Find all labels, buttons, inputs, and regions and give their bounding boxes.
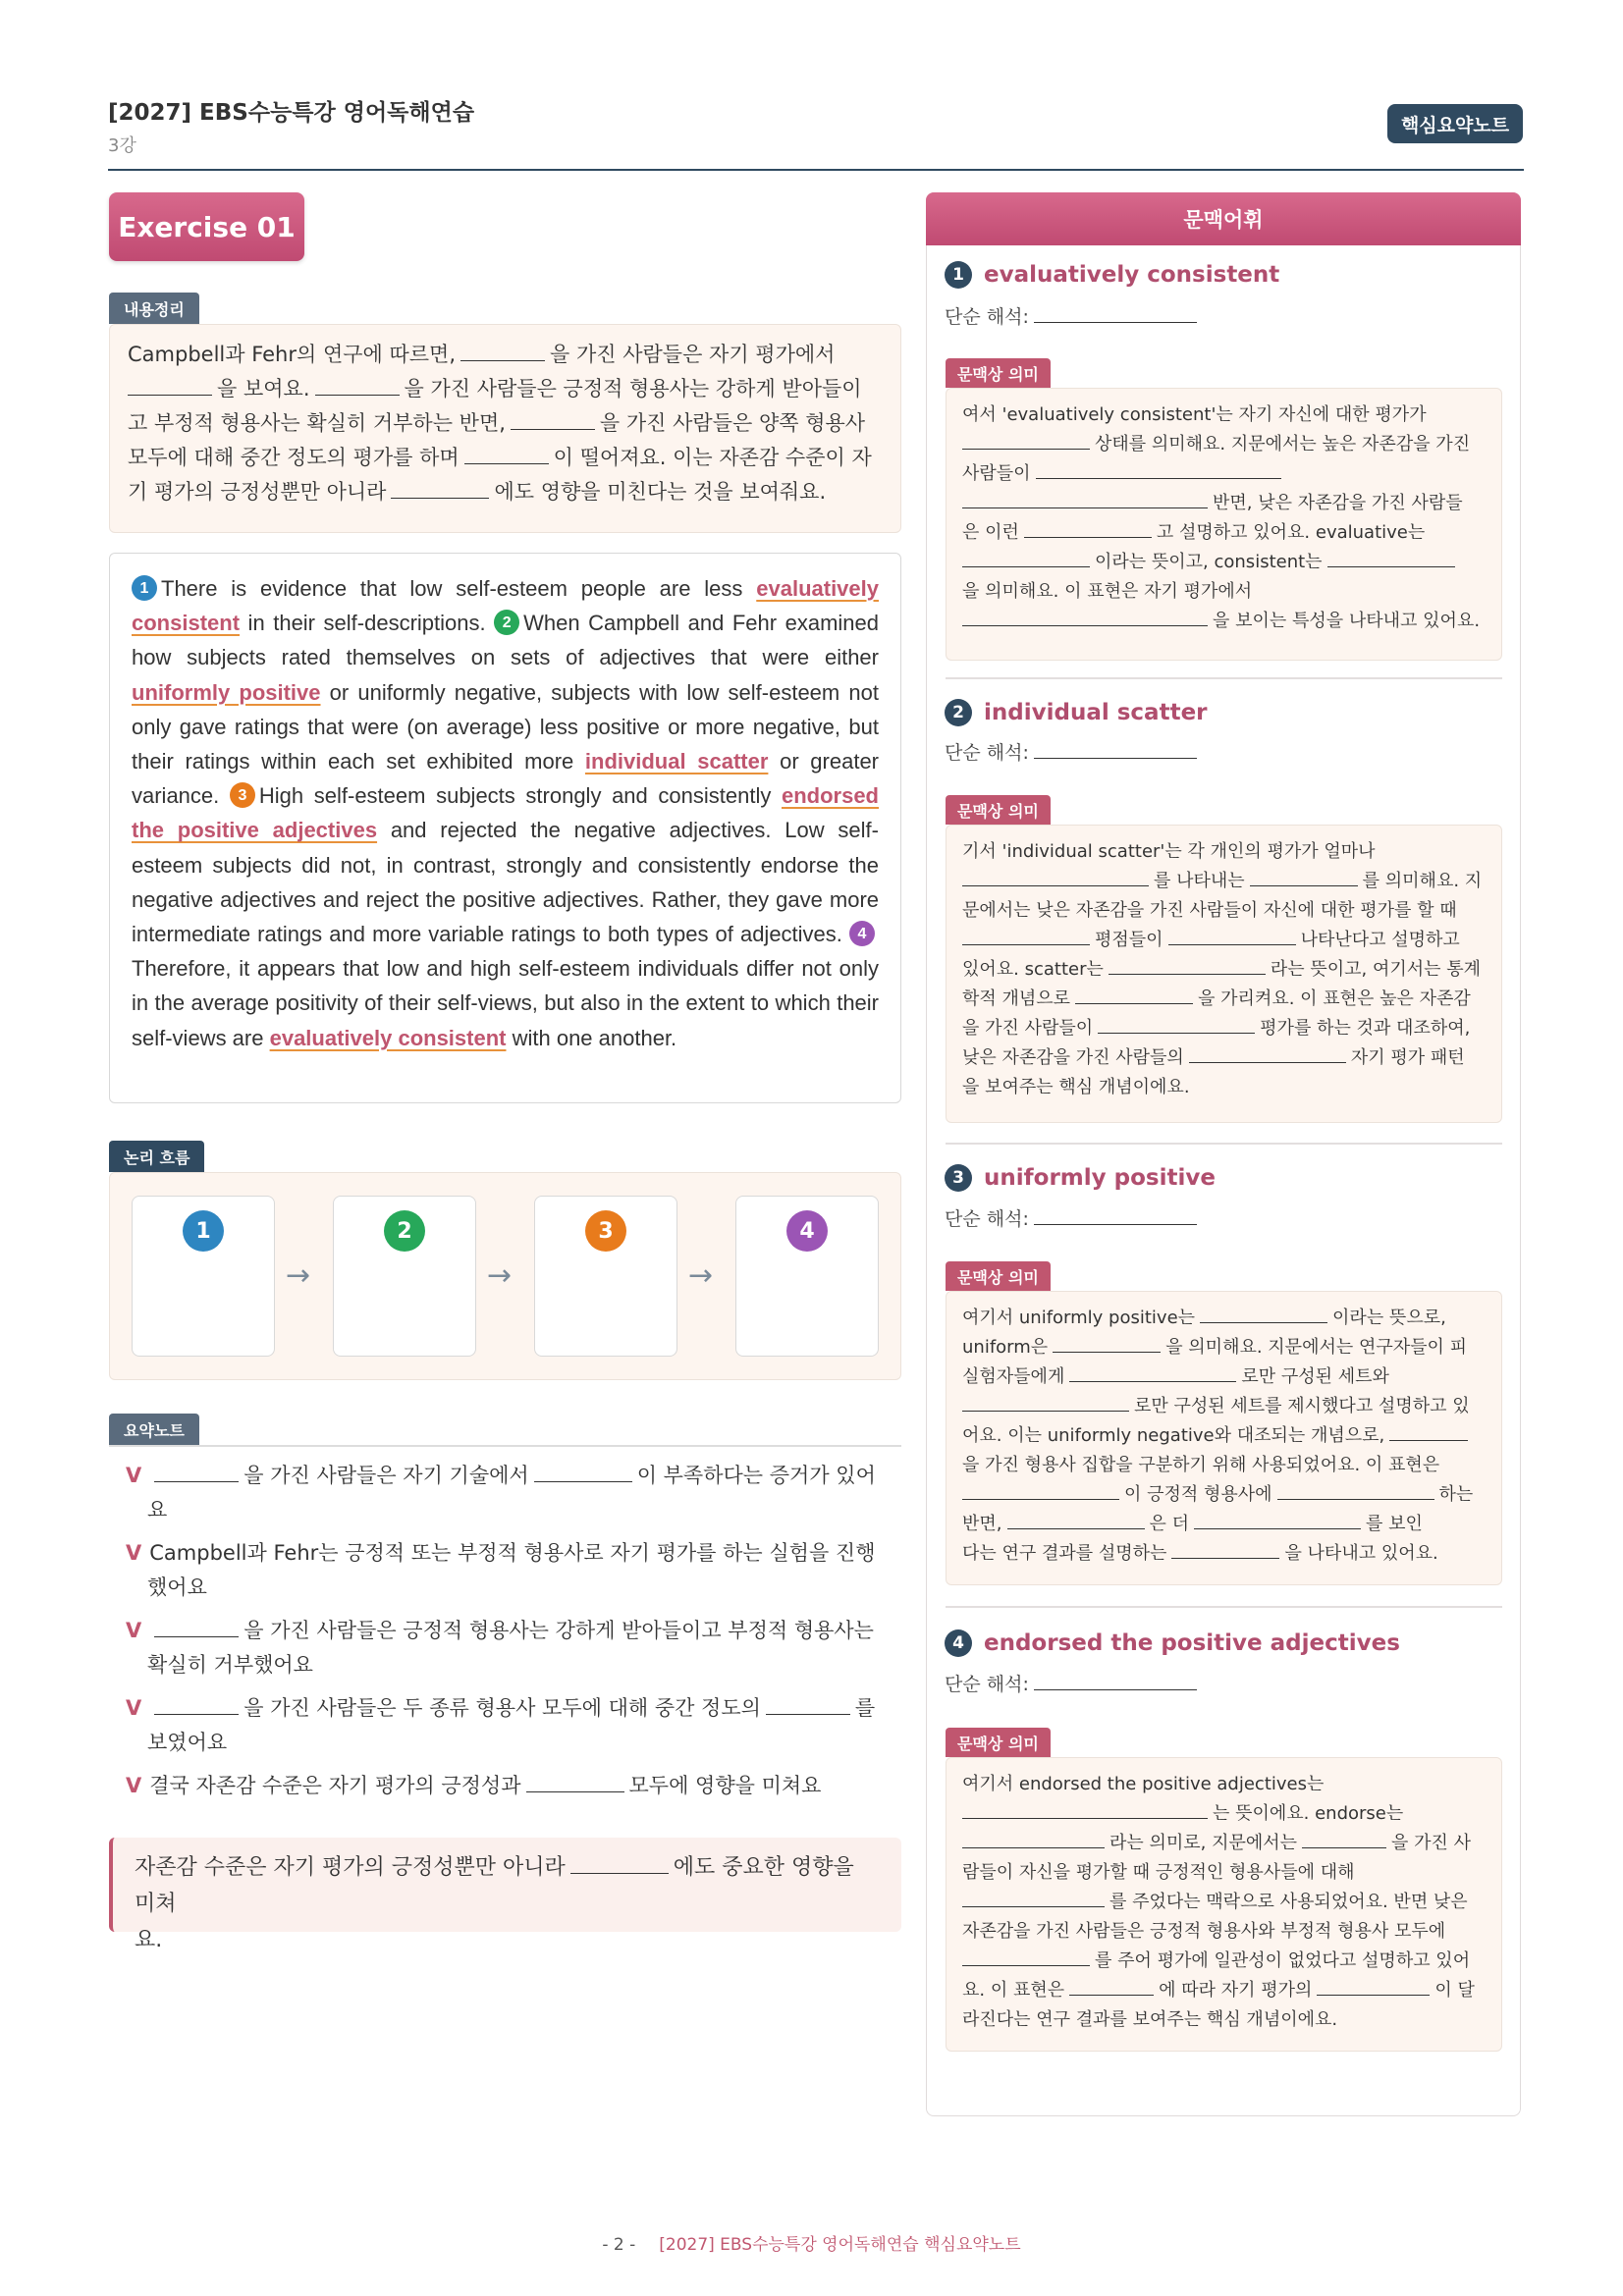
check-icon: V bbox=[126, 1541, 142, 1565]
context-text: 이 긍정적 형용사에 bbox=[1124, 1484, 1272, 1505]
blank bbox=[534, 1462, 632, 1482]
vocab-number: 2 bbox=[945, 699, 972, 726]
blank bbox=[464, 444, 549, 464]
context-text: 여기서 endorsed the positive adjectives는 bbox=[962, 1774, 1325, 1794]
context-text: 상태를 의미해요. 지문에서는 높은 자존감을 가진 bbox=[1095, 434, 1471, 454]
blank bbox=[962, 1890, 1105, 1907]
context-text: uniform은 bbox=[962, 1337, 1049, 1358]
context-text: 을 가진 사 bbox=[1391, 1833, 1472, 1853]
context-text: 을 보여주는 핵심 개념이에요. bbox=[962, 1077, 1190, 1097]
blank bbox=[1069, 1978, 1154, 1996]
context-text: 평가를 하는 것과 대조하여, bbox=[1260, 1018, 1471, 1039]
sentence-number: 2 bbox=[494, 610, 519, 635]
context-text: 로만 구성된 세트를 제시했다고 설명하고 있 bbox=[1134, 1396, 1470, 1416]
context-text: 에 따라 자기 평가의 bbox=[1159, 1980, 1313, 2001]
flow-step-number: 4 bbox=[786, 1210, 828, 1252]
document-title: [2027] EBS수능특강 영어독해연습 bbox=[108, 100, 475, 126]
vocab-number: 3 bbox=[945, 1164, 972, 1192]
blank bbox=[962, 491, 1208, 508]
context-text: 을 가진 사람들이 bbox=[962, 1018, 1094, 1039]
blank bbox=[1327, 550, 1455, 567]
arrow-right-icon: → bbox=[286, 1258, 311, 1293]
context-text: 이 달 bbox=[1434, 1980, 1475, 2001]
summary-text: 모두에 대해 중간 정도의 평가를 하며 bbox=[128, 446, 460, 469]
context-box bbox=[946, 1757, 1502, 2052]
flow-card bbox=[735, 1196, 879, 1357]
context-text: 을 나타내고 있어요. bbox=[1284, 1543, 1438, 1564]
context-tag: 문맥상 의미 bbox=[946, 795, 1051, 825]
context-tag: 문맥상 의미 bbox=[946, 1261, 1051, 1291]
blank bbox=[962, 550, 1090, 567]
lesson-label: 3강 bbox=[108, 135, 136, 156]
check-icon: V bbox=[126, 1619, 142, 1642]
context-box bbox=[946, 1291, 1502, 1585]
note-item bbox=[126, 1536, 882, 1605]
blank bbox=[962, 1831, 1105, 1848]
conclusion-text: 자존감 수준은 자기 평가의 긍정성뿐만 아니라 bbox=[135, 1855, 566, 1880]
blank bbox=[962, 1801, 1208, 1819]
context-text: 을 의미해요. 지문에서는 연구자들이 피 bbox=[1165, 1337, 1468, 1358]
vocab-term bbox=[945, 699, 1208, 726]
blank bbox=[1034, 1206, 1197, 1225]
simple-translation bbox=[945, 738, 1202, 765]
arrow-right-icon: → bbox=[487, 1258, 513, 1293]
note-text: 을 가진 사람들은 긍정적 형용사는 강하게 받아들이고 부정적 형용사는 bbox=[243, 1619, 874, 1642]
passage-box bbox=[109, 553, 901, 1103]
context-text: 반면, 낮은 자존감을 가진 사람들 bbox=[1213, 493, 1463, 513]
context-text: 은 더 bbox=[1149, 1514, 1189, 1534]
note-text: Campbell과 Fehr는 긍정적 또는 부정적 형용사로 자기 평가를 하는 실험을 진행 bbox=[149, 1541, 876, 1565]
vocab-divider bbox=[946, 1606, 1502, 1608]
summary-text: 을 가진 사람들은 자기 평가에서 bbox=[550, 343, 836, 366]
context-text: 요. 이 표현은 bbox=[962, 1980, 1065, 2001]
summary-text: 고 부정적 형용사는 확실히 거부하는 반면, bbox=[128, 411, 506, 435]
blank bbox=[766, 1694, 850, 1715]
blank bbox=[1034, 1672, 1197, 1690]
simple-translation bbox=[945, 1670, 1202, 1696]
blank bbox=[1053, 1335, 1161, 1353]
passage-text: Therefore, it appears that low and high self-esteem individuals differ not only in the average positivity of their self-views, but also in the extent to which their self-views are bbox=[132, 956, 879, 1050]
blank bbox=[1036, 461, 1281, 479]
context-text: 를 의미해요. 지 bbox=[1362, 871, 1483, 891]
blank bbox=[962, 432, 1090, 450]
note-text: 요 bbox=[147, 1498, 168, 1522]
vocab-panel-title: 문맥어휘 bbox=[926, 192, 1521, 245]
highlight-term: evaluatively consistent bbox=[132, 576, 879, 636]
flow-card bbox=[333, 1196, 476, 1357]
vocab-term-text: uniformly positive bbox=[984, 1165, 1216, 1191]
vocab-divider bbox=[946, 1143, 1502, 1145]
context-text: 사람들이 bbox=[962, 463, 1031, 484]
blank bbox=[962, 928, 1090, 945]
blank bbox=[1024, 520, 1152, 538]
context-text: 하는 bbox=[1438, 1484, 1474, 1505]
blank bbox=[1277, 1482, 1434, 1500]
note-text: 이 부족하다는 증거가 있어 bbox=[636, 1464, 876, 1487]
highlight-term: uniformly positive bbox=[132, 679, 321, 705]
passage-text: with one another. bbox=[506, 1025, 677, 1050]
arrow-right-icon: → bbox=[688, 1258, 714, 1293]
simple-translation-label: 단순 해석: bbox=[945, 306, 1029, 328]
blank bbox=[962, 1482, 1119, 1500]
conclusion-text: 요. bbox=[135, 1928, 163, 1952]
blank bbox=[154, 1694, 239, 1715]
note-item bbox=[126, 1769, 882, 1803]
context-text: 를 보인 bbox=[1366, 1514, 1423, 1534]
context-text: 학적 개념으로 bbox=[962, 988, 1071, 1009]
context-text: 자존감을 가진 사람들은 긍정적 형용사와 부정적 형용사 모두에 bbox=[962, 1921, 1446, 1942]
summary-box bbox=[109, 324, 901, 533]
context-text: 을 가진 형용사 집합을 구분하기 위해 사용되었어요. 이 표현은 bbox=[962, 1455, 1440, 1475]
blank bbox=[154, 1462, 239, 1482]
check-icon: V bbox=[126, 1464, 142, 1487]
blank bbox=[154, 1617, 239, 1637]
context-text: 을 의미해요. 이 표현은 자기 평가에서 bbox=[962, 581, 1253, 602]
blank bbox=[1171, 1541, 1279, 1559]
context-text: 어요. 이는 uniformly negative와 대조되는 개념으로, bbox=[962, 1425, 1385, 1446]
context-text: 는 뜻이에요. endorse는 bbox=[1213, 1803, 1404, 1824]
context-text: 라는 의미로, 지문에서는 bbox=[1109, 1833, 1298, 1853]
context-text: 을 보이는 특성을 나타내고 있어요. bbox=[1213, 611, 1481, 631]
summary-tag: 내용정리 bbox=[109, 293, 199, 324]
blank bbox=[128, 375, 212, 396]
passage-text: in their self-descriptions. bbox=[240, 611, 495, 636]
vocab-number: 4 bbox=[945, 1629, 972, 1657]
blank bbox=[1109, 957, 1266, 975]
summary-text: 을 가진 사람들은 긍정적 형용사는 강하게 받아들이 bbox=[404, 377, 862, 400]
exercise-label: Exercise 01 bbox=[109, 192, 304, 261]
blank bbox=[1034, 740, 1197, 759]
footer-text: [2027] EBS수능특강 영어독해연습 핵심요약노트 bbox=[659, 2235, 1021, 2255]
note-text: 모두에 영향을 미쳐요 bbox=[628, 1774, 822, 1797]
context-text: 다는 연구 결과를 설명하는 bbox=[962, 1543, 1167, 1564]
context-text: 반면, bbox=[962, 1514, 1002, 1534]
context-text: 를 주어 평가에 일관성이 없었다고 설명하고 있어 bbox=[1095, 1950, 1471, 1971]
context-text: 여서 'evaluatively consistent'는 자기 자신에 대한 평가가 bbox=[962, 404, 1427, 425]
context-text: 를 나타내는 bbox=[1154, 871, 1245, 891]
context-box bbox=[946, 388, 1502, 661]
blank bbox=[315, 375, 400, 396]
blank bbox=[1389, 1423, 1468, 1441]
blank bbox=[962, 1394, 1129, 1412]
flow-step-number: 3 bbox=[585, 1210, 626, 1252]
blank bbox=[1317, 1978, 1430, 1996]
blank bbox=[1302, 1831, 1386, 1848]
sentence-number: 1 bbox=[132, 575, 157, 601]
blank bbox=[1194, 1512, 1361, 1529]
passage-text: and rejected the negative adjectives. Low self-esteem subjects did not, in contrast, strongly and consistently endorse the negative adjectives and reject the positive adjectives. Rather, they gave more intermediate ratings and more variable ratings to both types of adjectives. bbox=[132, 818, 879, 947]
blank bbox=[1189, 1045, 1346, 1063]
blank bbox=[1250, 869, 1358, 886]
check-icon: V bbox=[126, 1774, 142, 1797]
summary-text: Campbell과 Fehr의 연구에 따르면, bbox=[128, 343, 457, 366]
flow-step-number: 2 bbox=[384, 1210, 425, 1252]
context-text: 실험자들에게 bbox=[962, 1366, 1065, 1387]
context-text: 이라는 뜻이고, consistent는 bbox=[1095, 552, 1323, 572]
context-text: 람들이 자신을 평가할 때 긍정적인 형용사들에 대해 bbox=[962, 1862, 1355, 1883]
context-tag: 문맥상 의미 bbox=[946, 358, 1051, 388]
blank bbox=[962, 609, 1208, 626]
vocab-divider bbox=[946, 677, 1502, 679]
highlight-term: individual scatter bbox=[584, 749, 769, 774]
highlight-term: evaluatively consistent bbox=[269, 1025, 507, 1050]
conclusion-text: 에도 중요한 영향을 미쳐 bbox=[135, 1855, 854, 1916]
flow-card bbox=[534, 1196, 677, 1357]
sentence-number: 4 bbox=[849, 921, 875, 946]
flow-card bbox=[132, 1196, 275, 1357]
blank bbox=[1069, 1364, 1236, 1382]
passage-text: There is evidence that low self-esteem people are less bbox=[161, 576, 757, 601]
simple-translation bbox=[945, 1204, 1202, 1231]
notes-divider bbox=[109, 1445, 901, 1447]
blank bbox=[1098, 1016, 1255, 1034]
blank bbox=[391, 478, 489, 499]
context-text: 자기 평가 패턴 bbox=[1350, 1047, 1465, 1068]
blank bbox=[570, 1852, 669, 1874]
vocab-term bbox=[945, 1164, 1216, 1192]
passage-text: or uniformly negative, subjects with low self-esteem not only gave ratings that were (on average) less positive or more negative, but their ratings within each set exhibited more bbox=[132, 679, 879, 774]
vocab-term bbox=[945, 1629, 1400, 1657]
blank bbox=[526, 1772, 624, 1792]
flow-step-number: 1 bbox=[183, 1210, 224, 1252]
vocab-term-text: endorsed the positive adjectives bbox=[984, 1630, 1400, 1656]
simple-translation-label: 단순 해석: bbox=[945, 1674, 1029, 1695]
context-text: 를 주었다는 맥락으로 사용되었어요. 반면 낮은 bbox=[1109, 1892, 1468, 1912]
context-tag: 문맥상 의미 bbox=[946, 1728, 1051, 1757]
note-item bbox=[126, 1691, 882, 1760]
context-text: 라진다는 연구 결과를 보여주는 핵심 개념이에요. bbox=[962, 2009, 1338, 2030]
blank bbox=[962, 1949, 1090, 1966]
page-number: - 2 - bbox=[602, 2235, 636, 2255]
simple-translation-label: 단순 해석: bbox=[945, 1208, 1029, 1230]
context-text: 이라는 뜻으로, bbox=[1332, 1308, 1446, 1328]
flow-tag: 논리 흐름 bbox=[109, 1141, 204, 1172]
context-text: 은 이런 bbox=[962, 522, 1019, 543]
simple-translation-label: 단순 해석: bbox=[945, 742, 1029, 764]
note-text: 보였어요 bbox=[147, 1731, 228, 1754]
context-text: 낮은 자존감을 가진 사람들의 bbox=[962, 1047, 1184, 1068]
blank bbox=[511, 409, 595, 430]
summary-text: 이 떨어져요. 이는 자존감 수준이 자 bbox=[553, 446, 872, 469]
vocab-term bbox=[945, 261, 1279, 289]
vocab-number: 1 bbox=[945, 261, 972, 289]
note-text: 했어요 bbox=[147, 1575, 207, 1599]
blank bbox=[1007, 1512, 1145, 1529]
blank bbox=[1034, 304, 1197, 323]
note-item bbox=[126, 1614, 882, 1682]
context-text: 나타난다고 설명하고 bbox=[1300, 930, 1460, 950]
summary-text: 을 가진 사람들은 양쪽 형용사 bbox=[599, 411, 866, 435]
simple-translation bbox=[945, 302, 1202, 329]
context-text: 기서 'individual scatter'는 각 개인의 평가가 얼마나 bbox=[962, 841, 1376, 862]
highlight-term: endorsed the positive adjectives bbox=[132, 783, 879, 843]
blank bbox=[1075, 987, 1193, 1004]
conclusion-box bbox=[109, 1838, 901, 1952]
note-text: 결국 자존감 수준은 자기 평가의 긍정성과 bbox=[149, 1774, 521, 1797]
vocab-term-text: evaluatively consistent bbox=[984, 262, 1280, 288]
note-text: 확실히 거부했어요 bbox=[147, 1653, 313, 1677]
context-text: 라는 뜻이고, 여기서는 통계 bbox=[1270, 959, 1482, 980]
note-item bbox=[126, 1459, 882, 1527]
passage-text: or greater variance. bbox=[132, 749, 880, 809]
notes-tag: 요약노트 bbox=[109, 1414, 199, 1445]
passage-text: High self-esteem subjects strongly and consistently bbox=[258, 783, 782, 809]
context-box bbox=[946, 825, 1502, 1123]
context-text: 평점들이 bbox=[1095, 930, 1163, 950]
context-text: 있어요. scatter는 bbox=[962, 959, 1104, 980]
header-divider bbox=[108, 169, 1524, 171]
context-text: 로만 구성된 세트와 bbox=[1241, 1366, 1389, 1387]
vocab-term-text: individual scatter bbox=[984, 700, 1208, 725]
note-text: 을 가진 사람들은 자기 기술에서 bbox=[243, 1464, 529, 1487]
note-text: 를 bbox=[854, 1696, 876, 1720]
context-text: 고 설명하고 있어요. evaluative는 bbox=[1156, 522, 1426, 543]
blank bbox=[962, 869, 1149, 886]
blank bbox=[1168, 928, 1296, 945]
summary-text: 을 보여요. bbox=[217, 377, 310, 400]
summary-text: 기 평가의 긍정성뿐만 아니라 bbox=[128, 480, 387, 504]
context-text: 을 가리켜요. 이 표현은 높은 자존감 bbox=[1198, 988, 1471, 1009]
note-type-badge: 핵심요약노트 bbox=[1387, 104, 1523, 143]
sentence-number: 3 bbox=[230, 782, 255, 808]
context-text: 문에서는 낮은 자존감을 가진 사람들이 자신에 대한 평가를 할 때 bbox=[962, 900, 1457, 921]
summary-text: 에도 영향을 미친다는 것을 보여줘요. bbox=[494, 480, 827, 504]
context-text: 여기서 uniformly positive는 bbox=[962, 1308, 1196, 1328]
check-icon: V bbox=[126, 1696, 142, 1720]
page-footer bbox=[0, 2230, 1623, 2255]
blank bbox=[460, 341, 545, 361]
blank bbox=[1200, 1306, 1327, 1323]
note-text: 을 가진 사람들은 두 종류 형용사 모두에 대해 중간 정도의 bbox=[243, 1696, 761, 1720]
passage-text: When Campbell and Fehr examined how subjects rated themselves on sets of adjectives that were either bbox=[132, 611, 879, 670]
